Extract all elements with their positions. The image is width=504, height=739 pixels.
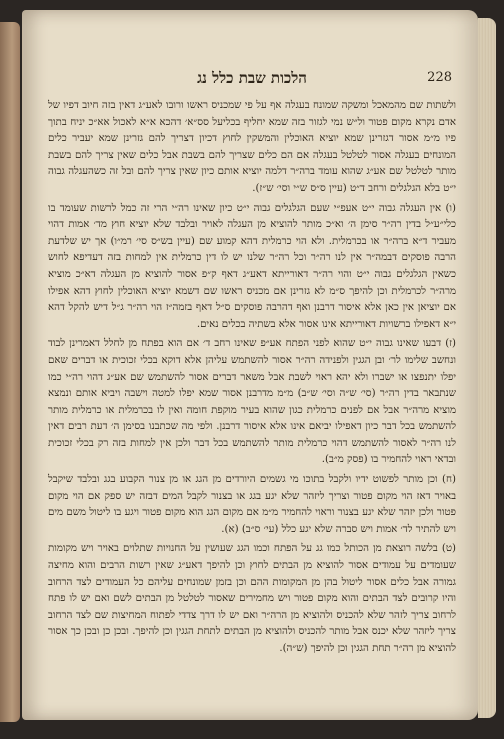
body-text — [48, 98, 456, 710]
paragraph-intro: ולשתות שם מהמאכל ומשקה שמונח בעגלה אף על פי שמכניס ראשו ורובו לאע״ג דאין בזה חיוב דפיו של אדם נקרא מקום פטור ול״ש נמי לגזור בזה שמא יחליף בכליעל סס״א׳ דהכא א״א לאכול אא״כ יניח בתוך פיו מ״מ אסור דגזרינן שמא יוציא האוכלין והמשקין לחוץ דכיון דצריך להם גזרינן שמא יעביר כלים המונחים בעגלה אסור לטלטל בעגלה אם הם כלים שצריך להם בשבת אבל כלים שאין צריך להם בשבת מותר לטלטל שם אע״ג שהוא עומד ברה״ר דלמה יוציא אותם כיון שאין צריך להם ובל זה כשהעגלה גבוה י״ט בלא הגלגלים ורחב ד״ט (עיין ס״ס ש״י וסי׳ ש״ז). — [48, 100, 456, 194]
page-content — [48, 70, 456, 710]
page-number: 228 — [427, 70, 452, 85]
page-header — [48, 70, 456, 90]
paragraph-8: (ח) וכן מותר לפשוט ידיו ולקבל בתוכו מי גשמים היורדים מן הגג או מן צנור הקבוע בגג ובלבד שיקבל באויר דאז הוי מקום פטור וצריך ליזהר שלא יגע בגג או בצנור לקבל המים דבזה יש ספק אם הוי מקום פטור ולכן יזהר שלא יגע בצנור וראוי להחמיר מ״מ אם מקום הגג הוא מקום פטור ויגע בו ליטול משם מים ויש להתיר לד׳ אמות ויש סברה שלא יגע כלל (עי׳ ס״ב) (א). — [48, 474, 456, 535]
paragraph-6: (ו) אין העגלה גבוה י״ט אעפ״י שעם הגלגלים גבוה י״ט כיון שאינו רה״י הרי זה כמל לרשות שעומד בו כלי״ע״ל בדין רה״ר סימן ה׳ וא״כ מותר להוציא מן העגלה לאויר ובלבד שלא יוציא חוץ מד׳ אמות דהוי מעביר ד״א ברה״ר או בכרמלית. ולא הוי כרמלית דהא קמוע שם (עיין בש״ס סי׳ רמ״ו) אך יש שלדעת הרבה פוסקים דבמה״ר אין לנו רה״ר וכל רה״ר שלנו יש לו דין כרמלית אין למחות בזה דעדיפא לחוש כשאין הגלגלים גבוה י״ט והוי רה״ר דאורייתא דאע״ג דאף ק״פ אסור להוציא מן העגלה דא״כ מוציא מרה״ר לכרמלית וכן להיפך ס״מ לא גזרינן אם מכניס ראשו שם דשמא יוציא האוכלין לחוץ דהא אפילו אם יוציאן אין כאן אלא איסור דרבנן ואף דהרבה פוסקים ס״ל דאף בזמה״ז הוי רה״ר ג״ל דיש להקל דהא י״א דאפילו ברשויות דאורייתא אינו אסור אלא בשתיה בכלים נאים. — [48, 202, 456, 330]
running-title: הלכות שבת כלל נג — [197, 70, 307, 87]
paragraph-9: (ט) בלשה רוצאת מן הכותל כמו גג על הפתח וכמו הגג שעושין על החנויות שתלוים באויר ויש מקומות שעומדים על עמודים אסור להוציא מן הבתים לחוץ וכן להיפך דאע״ג שאין רשות הרבים והוא מחיצה גמורה אבל כלים אסור ליטול בהן מן המקומות ההם וכן בזמן שמונחים עליהם כל העמודים לצד הרחוב והיו קרובים לצד הבתים והוא מקום פטור ויש מחמירים שאסור לטלטל מן הבתים לשם ואם יש לו פתח לרחוב צריך לזהר שלא להכניס ולהוציא מן הרה״ר ואם יש לו דרך צדדי לפתוח המחיצות שם לצד הרחוב צריך ליזהר שלא יכנס אבל מותר להכניס ולהוציא מן הבתים לתחת הגגין וכן להיפך. ובכן כן ובכן כך אסור להוציא מן רה״ר תחת הגגין וכן להיפך (ש״ה). — [48, 543, 456, 654]
left-page-edge — [0, 22, 20, 722]
page-stack-edge — [478, 18, 496, 718]
paragraph-7: (ז) דבעו שאינו גבוה י״ט שהוא לפני הפתח אע״פ שאינו רחב ד׳ אם הוא בפתח מן לחלל דאמרינן לבוד ונחשב שלימו לר׳ ובן הגגין ולפנידה רה״ר אסור להשתמש עליהן אלא דוקא בכלי זכוכית או דברים שאם יפלו יתנפצו או ישברו ולא יהא ראוי לשבת אבל משאר דברים אסור להשתמש שם אע״ג דהוי רה״י כמו שנתבאר בדין רה״ר (סי׳ ש״ה וסי׳ ש״ב) מ״מ מדרבנן אסור שמא יפלו למטה וישבה ויביא אותם ונמצא מוציא מרה״ר אבל אם לפנים כרמלית כגון שהוא בעיר מוקפת חומה ואין לו בכרמלית או כרמלית מותר להשתמש בכל דבר כיון דאפילו יביאם אינו אלא איסור דרבנן. ולפי מה שכתבנו בסימן ה׳ דעת רבים דאין לנו רה״ר לאסור להשתמש דהוי כרמלית מותר להשתמש בכל דבר ולכן אין למחות בזה רק בכלי זכוכית ובדאי ראוי להחמיר בו (פסק מ״ב). — [48, 338, 456, 466]
